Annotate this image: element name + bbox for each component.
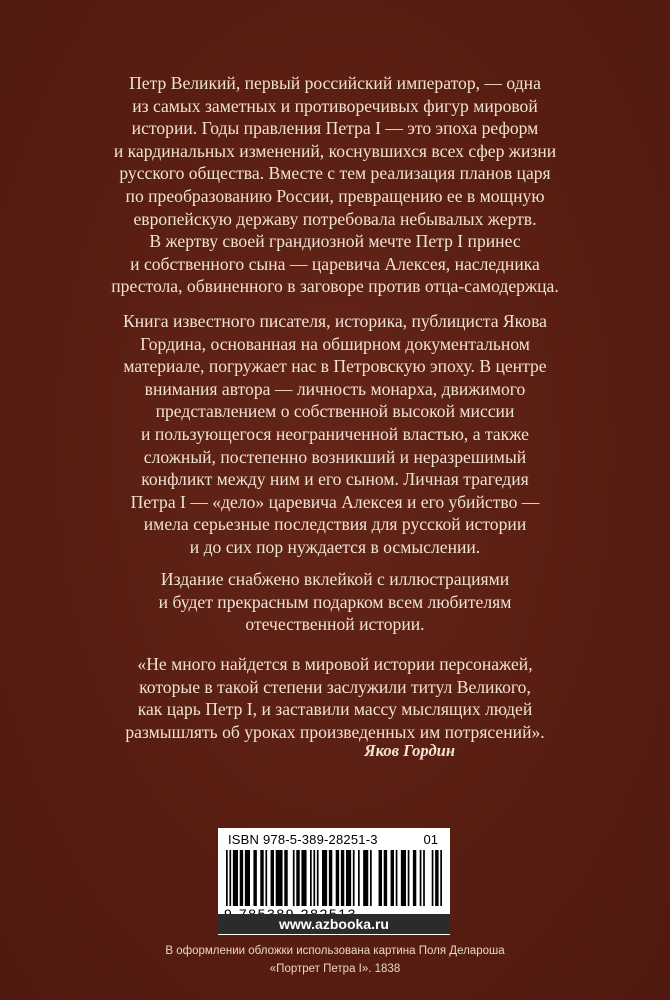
text-line: внимания автора — личность монарха, движимого <box>144 378 526 399</box>
barcode-bar <box>226 850 228 906</box>
text-line: В жертву своей грандиозной мечте Петр I принес <box>149 231 521 252</box>
barcode-bar <box>310 850 312 906</box>
barcode-bar <box>271 850 274 906</box>
barcode-bar <box>440 850 442 906</box>
barcode-bar <box>435 850 438 906</box>
barcode-bar <box>408 850 410 906</box>
barcode-bar <box>384 850 387 906</box>
text-line: и пользующегося неограниченной властью, а также <box>141 423 529 444</box>
cover-credit-line: «Портрет Петра I». 1838 <box>269 963 401 975</box>
text-line: как царь Петр I, и заставили массу мыслящих людей <box>137 699 533 720</box>
barcode-bar <box>353 850 355 906</box>
barcode-bar <box>240 850 243 906</box>
barcode-bar <box>301 850 306 906</box>
text-line: «Не много найдется в мировой истории персонажей, <box>137 654 533 674</box>
barcode-bar <box>322 850 327 906</box>
barcode-bar <box>413 850 416 906</box>
text-line: престола, обвиненного в заговоре против отца-самодержца. <box>111 276 559 297</box>
text-line: сложный, постепенно возникший и неразрешимый <box>143 446 527 467</box>
barcode-bar <box>423 850 425 906</box>
text-line: Гордина, основанная на обширном документальном <box>140 333 530 354</box>
text-line: материале, погружает нас в Петровскую эпоху. В центре <box>123 356 547 377</box>
barcode-bar <box>363 850 368 906</box>
cover-credit-line: В оформлении обложки использована картина Поля Делароша <box>165 945 505 957</box>
annotation-paragraph-1 <box>60 72 610 298</box>
barcode-bar <box>253 850 256 906</box>
barcode-bar <box>233 850 238 906</box>
barcode-bar <box>313 850 315 906</box>
barcode-bar <box>329 850 332 906</box>
text-line: представлением о собственной высокой миссии <box>155 401 515 422</box>
text-line: из самых заметных и противоречивых фигур мировой <box>132 95 538 116</box>
text-line: и будет прекрасным подарком всем любителям <box>158 591 512 612</box>
barcode-bars <box>226 850 442 906</box>
text-line: отечественной истории. <box>245 614 425 635</box>
barcode-bar <box>401 850 406 906</box>
text-line: и кардинальных изменений, коснувшихся всех сфер жизни <box>113 140 557 161</box>
text-line: истории. Годы правления Петра I — это эпоха реформ <box>131 118 539 139</box>
barcode-bar <box>370 850 372 906</box>
text-line: Книга известного писателя, историка, публициста Якова <box>123 311 547 331</box>
text-line: Издание снабжено вклейкой с иллюстрациями <box>160 569 510 589</box>
isbn-label: ISBN 978-5-389-28251-3 <box>228 832 378 847</box>
author-quote <box>60 653 610 743</box>
text-line: конфликт между ним и его сыном. Личная трагедия <box>141 469 529 490</box>
barcode-bar <box>317 850 319 906</box>
text-line: Петра I — «дело» царевича Алексея и его убийство — <box>130 491 540 512</box>
barcode-bar <box>284 850 287 906</box>
barcode-bar <box>265 850 267 906</box>
text-line: и до сих пор нуждается в осмыслении. <box>189 536 481 557</box>
barcode-bar <box>296 850 299 906</box>
text-line: и собственного сына — царевича Алексея, наследника <box>130 253 540 274</box>
barcode-bar <box>391 850 394 906</box>
barcode-bar <box>346 850 351 906</box>
annotation-paragraph-2 <box>60 310 610 559</box>
text-line: по преобразованию России, превращению ее в мощную <box>125 185 545 206</box>
text-line: которые в такой степени заслужили титул Великого, <box>139 676 531 697</box>
barcode-bar <box>379 850 382 906</box>
barcode-bar <box>336 850 339 906</box>
quote-author: Яков Гордин <box>364 741 455 760</box>
barcode-bar <box>432 850 434 906</box>
annotation-paragraph-3 <box>60 568 610 636</box>
text-line: Петр Великий, первый российский император, — одна <box>129 73 541 93</box>
barcode-bar <box>260 850 263 906</box>
barcode-bar <box>229 850 231 906</box>
barcode-bar <box>245 850 250 906</box>
publisher-url: www.azbooka.ru <box>218 914 450 934</box>
text-line: русского общества. Вместе с тем реализация планов царя <box>119 163 551 184</box>
barcode-bar <box>420 850 422 906</box>
barcode-bar <box>396 850 398 906</box>
barcode-bar <box>341 850 344 906</box>
text-line: размышлять об уроках произведенных им потрясений». <box>125 721 545 742</box>
text-line: европейскую державу потребовала небывалых жертв. <box>133 208 537 229</box>
barcode-bar <box>276 850 283 906</box>
text-line: имела серьезные последствия для русской истории <box>143 514 527 535</box>
barcode-bar <box>358 850 360 906</box>
barcode-bar <box>293 850 295 906</box>
isbn-addon: 01 <box>423 832 438 847</box>
